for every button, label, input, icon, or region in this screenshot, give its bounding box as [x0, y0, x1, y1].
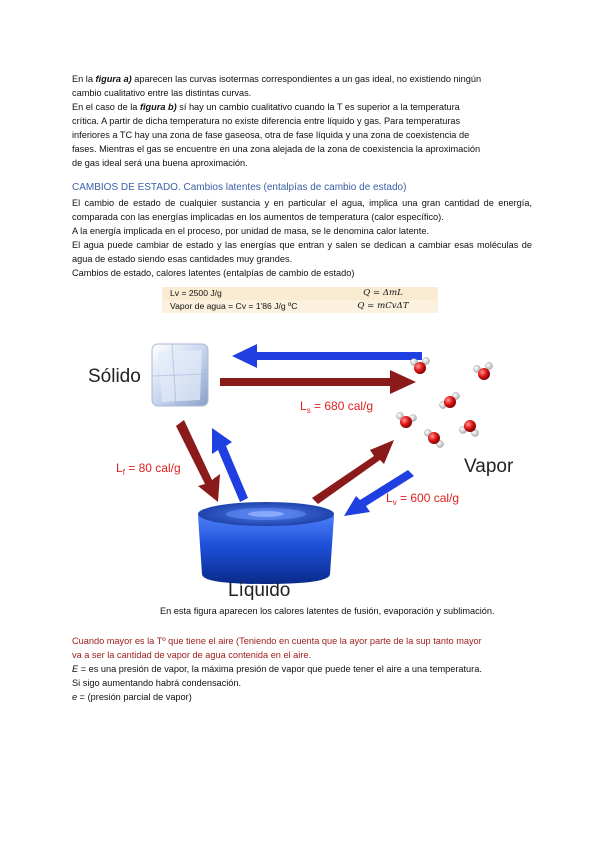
intro-text: sí hay un cambio cualitativo cuando la T es superior a la temperatura [176, 102, 460, 112]
partial-pressure-line [72, 690, 532, 704]
table-row [162, 300, 438, 313]
vapor-label: Vapor [464, 456, 514, 477]
definition-text: = (presión parcial de vapor) [77, 692, 192, 702]
symbol-e-lower: e [72, 692, 78, 702]
phase-change-diagram [72, 330, 532, 600]
body-paragraph [72, 196, 532, 280]
red-text-line-2: va a ser la cantidad de vapor de agua contenida en el aire. [72, 650, 312, 660]
sublimation-heat-label: $L_s = 680$ cal/g [300, 399, 374, 415]
liquid-water-icon [198, 502, 334, 584]
intro-text: aparecen las curvas isotermas correspondientes a un gas ideal, no existiendo ningún [131, 74, 482, 84]
liquid-label: Líquido [228, 580, 291, 600]
intro-paragraph [72, 72, 532, 170]
figure-caption: En esta figura aparecen los calores latentes de fusión, evaporación y sublimación. [160, 606, 495, 616]
intro-text: En la [72, 74, 96, 84]
intro-line-1 [72, 72, 532, 86]
body-p3: El agua puede cambiar de estado y las energías que entran y salen se dedican a cambiar esas moléculas de agua de estado siendo esas cantidades muy grandes. [72, 240, 532, 264]
definition-text: = es una presión de vapor, la máxima presión de vapor que puede tener el aire a una temperatura. [78, 664, 482, 674]
deposition-arrow [232, 344, 422, 368]
fusion-heat-label: $L_f = 80$ cal/g [116, 461, 181, 477]
condensation-line: Si sigo aumentando habrá condensación. [72, 678, 242, 688]
solid-label: Sólido [88, 366, 141, 387]
red-text-line-1: Cuando mayor es la Tº que tiene el aire (Teniendo en cuenta que la ayor parte de la sup tanto mayor [72, 636, 482, 646]
intro-line-2: cambio cualitativo entre las distintas curvas. [72, 88, 252, 98]
intro-line-5: inferiores a TC hay una zona de fase gaseosa, otra de fase líquida y una zona de coexistencia de [72, 130, 470, 140]
intro-line-7: de gas ideal será una buena aproximación. [72, 158, 248, 168]
ice-cube-icon [152, 344, 208, 406]
intro-line-4: crítica. A partir de dicha temperatura no existe diferencia entre líquido y gas. Para temperaturas [72, 116, 461, 126]
phase-change-figure [72, 330, 532, 600]
formula-cell: Q = ΔmL [363, 288, 403, 298]
section-heading: CAMBIOS DE ESTADO. Cambios latentes (entalpías de cambio de estado) [72, 182, 407, 193]
water-molecules-icon [397, 358, 493, 448]
figure-a-ref: figura a) [95, 74, 132, 84]
table-row [162, 287, 438, 300]
sublimation-arrow [220, 370, 416, 394]
intro-line-6: fases. Mientras el gas se encuentre en una zona alejada de la zona de coexistencia la aproximación [72, 144, 481, 154]
latent-heat-table [162, 287, 438, 313]
body-p2: A la energía implicada en el proceso, por unidad de masa, se le denomina calor latente. [72, 226, 430, 236]
table-cell: Lv = 2500 J/g [170, 288, 222, 298]
intro-line-3 [72, 100, 532, 114]
figure-b-ref: figura b) [139, 102, 177, 112]
symbol-e-upper: E [72, 664, 79, 674]
formula-cell: Q = mCvΔT [357, 301, 409, 311]
vaporization-heat-label: $L_v = 600$ cal/g [386, 491, 460, 507]
table-cell: Vapor de agua = Cv = 1'86 J/g ºC [170, 301, 298, 311]
body-p4: Cambios de estado, calores latentes (entalpías de cambio de estado) [72, 268, 355, 278]
vapor-pressure-line [72, 662, 532, 676]
body-p1: El cambio de estado de cualquier sustancia y en particular el agua, implica una gran cantidad de energía, comparada con las energías implicadas en los aumentos de temperatura (calor específico). [72, 198, 532, 222]
final-paragraph [72, 634, 532, 704]
intro-text: En el caso de la [72, 102, 140, 112]
